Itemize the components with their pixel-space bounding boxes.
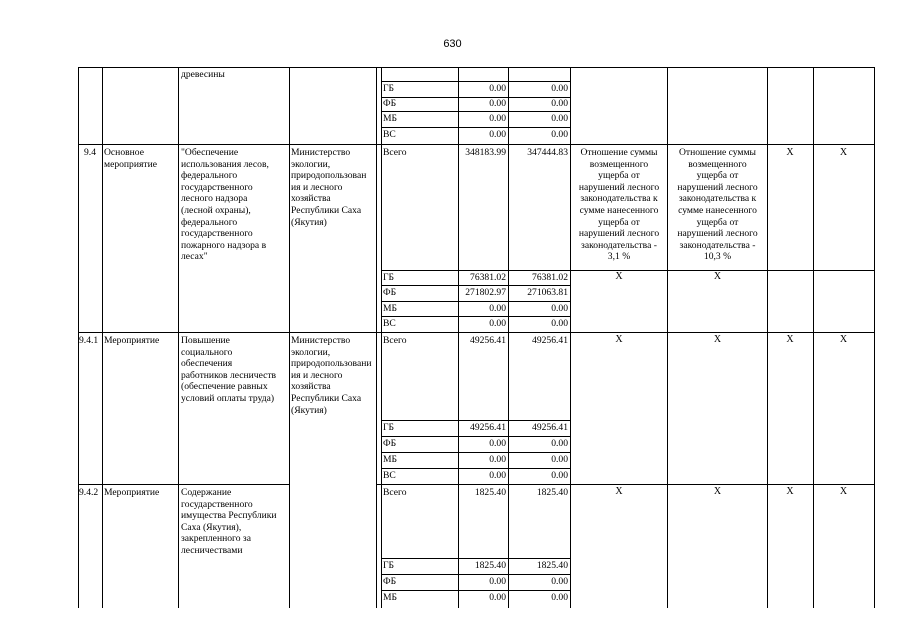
source-label: ФБ [383,287,397,298]
grid-line [381,67,382,608]
actual-value: 0.00 [551,113,568,124]
indicator-plan: Отношение суммы возмещенного ущерба от нарушений лесного законодательства к сумме нанесенного ущерба от нарушений лесного законодательства - 3,1 % [578,147,660,263]
actual-value: 76381.02 [532,272,568,283]
source-label: МБ [383,113,398,124]
grid-line [458,67,459,608]
plan-value: 0.00 [489,438,506,449]
source-label: ГБ [383,422,395,433]
x-mark: Х [839,486,848,497]
plan-value: 271802.97 [465,287,506,298]
grid-line [381,590,571,591]
item-name: Содержание государственного имущества Республики Саха (Якутия), закрепленного за лесничествами [181,487,277,556]
source-label: ГБ [383,272,395,283]
x-mark: Х [713,271,722,282]
x-mark: Х [713,486,722,497]
source-label: ГБ [383,560,395,571]
plan-value: 49256.41 [470,335,506,346]
plan-value: 0.00 [489,129,506,140]
actual-value: 347444.83 [527,147,568,158]
source-label: ФБ [383,98,397,109]
actual-value: 0.00 [551,318,568,329]
actual-value: 1825.40 [536,487,568,498]
item-executor: Министерство экологии, природопользовани ия и лесного хозяйства Республики Саха (Якутия) [291,335,372,416]
grid-line [376,67,377,608]
source-label: ФБ [383,576,397,587]
source-label: МБ [383,592,398,603]
source-label: ВС [383,470,396,481]
actual-value: 0.00 [551,303,568,314]
plan-value: 0.00 [489,303,506,314]
grid-line [381,468,571,469]
grid-line [376,484,875,485]
grid-line [381,81,571,82]
item-number: 9.4 [84,147,96,158]
actual-value: 0.00 [551,438,568,449]
item-number: 9.4.2 [79,487,99,498]
grid-line [289,67,290,608]
item-name: "Обеспечение использования лесов, федерального государственного лесного надзора (лесной охраны), федерального государственного пожарного надзора в лесах" [181,147,269,263]
item-name: Повышение социального обеспечения работников лесничеств (обеспечение равных условий оплаты труда) [181,335,277,404]
x-mark: Х [839,147,848,158]
grid-line [78,484,290,485]
total-label: Всего [383,335,407,346]
actual-value: 0.00 [551,470,568,481]
plan-value: 0.00 [489,470,506,481]
grid-line [381,301,571,302]
actual-value: 1825.40 [536,560,568,571]
actual-value: 49256.41 [532,422,568,433]
grid-line [78,332,875,333]
grid-line [78,67,875,68]
source-label: ВС [383,129,396,140]
actual-value: 0.00 [551,576,568,587]
item-executor: Министерство экологии, природопользован ия и лесного хозяйства Республики Саха (Якутия) [291,147,367,228]
plan-value: 0.00 [489,576,506,587]
x-mark: Х [786,486,794,497]
source-label: ВС [383,318,396,329]
x-mark: Х [786,147,794,158]
actual-value: 49256.41 [532,335,568,346]
grid-line [381,452,571,453]
total-label: Всего [383,487,407,498]
plan-value: 0.00 [489,318,506,329]
x-mark: Х [615,271,623,282]
actual-value: 271063.81 [527,287,568,298]
actual-value: 0.00 [551,83,568,94]
plan-value: 0.00 [489,454,506,465]
plan-value: 0.00 [489,98,506,109]
plan-value: 0.00 [489,592,506,603]
actual-value: 0.00 [551,454,568,465]
x-mark: Х [615,486,623,497]
x-mark: Х [713,334,722,345]
total-label: Всего [383,147,407,158]
grid-line [381,558,571,559]
actual-value: 0.00 [551,98,568,109]
grid-line [381,285,571,286]
grid-line [381,127,571,128]
source-label: МБ [383,454,398,465]
item-number: 9.4.1 [79,335,99,346]
grid-line [381,316,571,317]
indicator-actual: Отношение суммы возмещенного ущерба от нарушений лесного законодательства к сумме нанесенного ущерба от нарушений лесного законодательства - 10,3 % [677,147,758,263]
grid-line [381,436,571,437]
x-mark: Х [786,334,794,345]
page-number: 630 [443,38,462,50]
plan-value: 0.00 [489,83,506,94]
source-label: МБ [383,303,398,314]
plan-value: 1825.40 [474,560,506,571]
grid-line [874,67,875,608]
grid-line [78,144,875,145]
grid-line [381,270,571,271]
grid-line [381,420,571,421]
item-type: Основное мероприятие [104,147,157,170]
item-type: Мероприятие [104,487,160,498]
grid-line [508,67,509,608]
grid-line [381,111,571,112]
actual-value: 0.00 [551,592,568,603]
item-type: Мероприятие [104,335,160,346]
plan-value: 0.00 [489,113,506,124]
plan-value: 49256.41 [470,422,506,433]
plan-value: 1825.40 [474,487,506,498]
source-label: ФБ [383,438,397,449]
grid-line [178,67,179,608]
source-label: ГБ [383,83,395,94]
plan-value: 76381.02 [470,272,506,283]
x-mark: Х [839,334,848,345]
actual-value: 0.00 [551,129,568,140]
grid-line [767,270,875,271]
plan-value: 348183.99 [465,147,506,158]
grid-line [381,574,571,575]
continued-name-cell: древесины [181,69,225,80]
x-mark: Х [615,334,623,345]
